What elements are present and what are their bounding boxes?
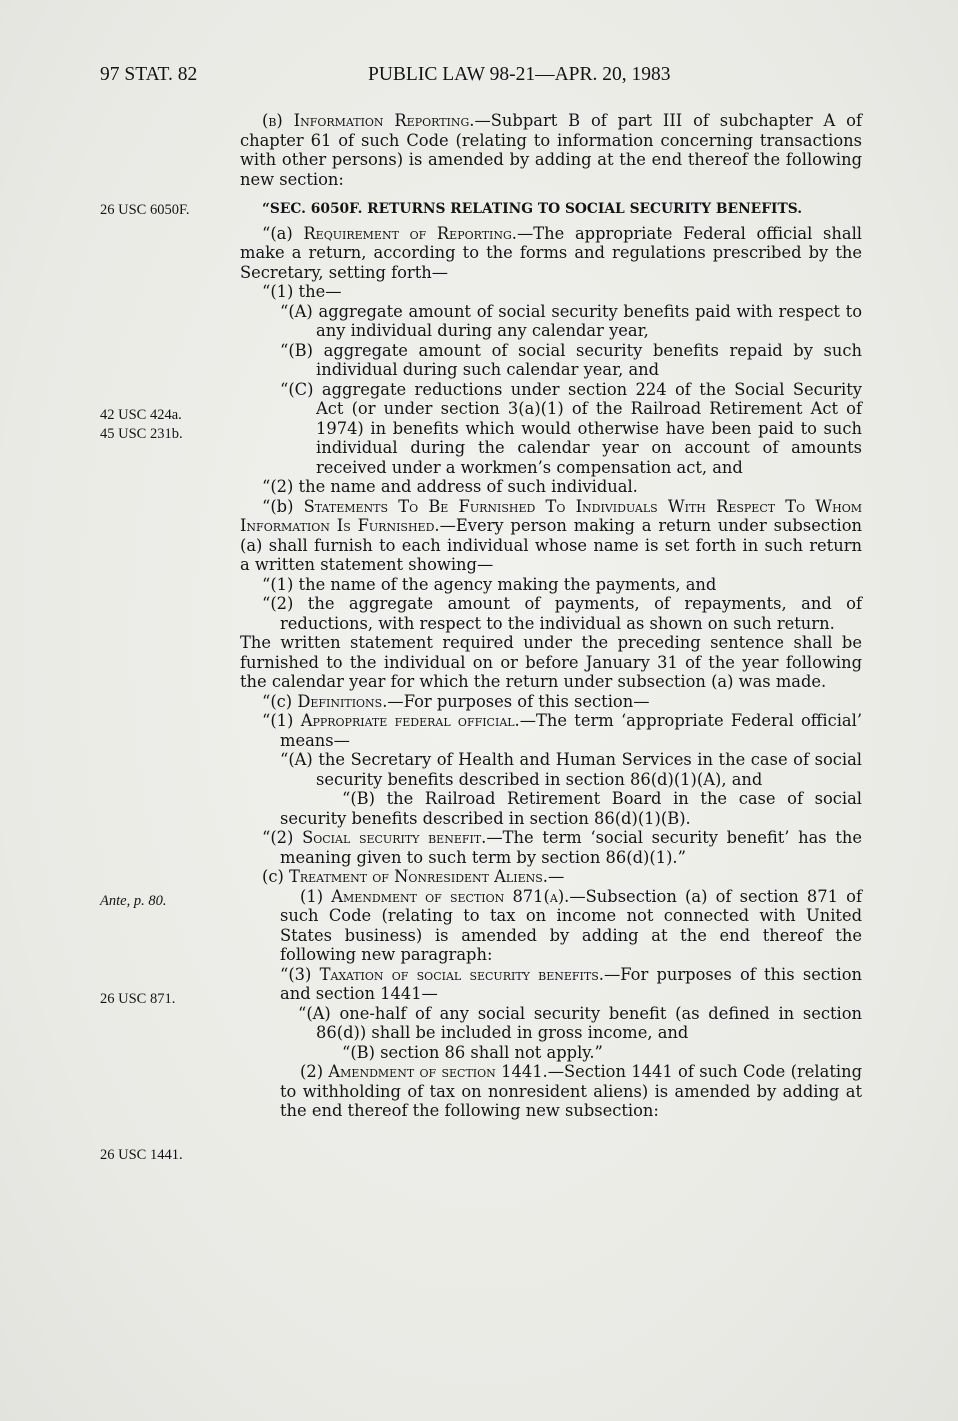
item-a-1: “(1) the— (262, 282, 342, 301)
margin-note-26-usc-1441: 26 USC 1441. (100, 1147, 183, 1163)
heading-appropriate-federal-official: Appropriate federal official. (300, 711, 520, 730)
item-a-1-B: “(B) aggregate amount of social security benefits repaid by such individual during such calendar year, and (280, 340, 862, 379)
item-c-1-A: “(A) the Secretary of Health and Human Services in the case of social security benefits described in section 86(d)(1)(A), and (280, 750, 862, 789)
heading-treatment-of-nonresident-aliens: Treatment of Nonresident Aliens. (289, 867, 548, 886)
margin-note-45-usc-231b: 45 USC 231b. (100, 426, 183, 442)
statute-page-reference: 97 STAT. 82 (100, 64, 198, 85)
item-c-1-3-A: “(A) one-half of any social security benefit (as defined in section 86(d)) shall be included in gross income, and (298, 1003, 862, 1042)
margin-note-42-usc-424a: 42 USC 424a. (100, 407, 182, 423)
section-6050f-heading: “SEC. 6050F. RETURNS RELATING TO SOCIAL SECURITY BENEFITS. (262, 201, 802, 217)
item-a-2: “(2) the name and address of such individual. (262, 477, 638, 496)
heading-taxation-of-social-security-benefits: Taxation of social security benefits. (319, 964, 604, 984)
heading-requirement-of-reporting: Requirement of Reporting. (303, 223, 517, 243)
heading-social-security-benefit: Social security benefit. (302, 828, 487, 847)
heading-information-reporting: (b) Information Reporting. (262, 111, 475, 130)
paragraph-c-definitions: “(c) Definitions.—For purposes of this section— (262, 691, 650, 711)
item-c-2: “(2) Social security benefit.—The term ‘social security benefit’ has the meaning given to such term by section 86(d)(1).” (262, 828, 862, 867)
heading-statements-to-be-furnished: Statements To Be Furnished To Individuals With Respect To Whom Information Is Furnished. (240, 496, 862, 535)
item-c-1: “(1) Appropriate federal official.—The term ‘appropriate Federal official’ means— (262, 711, 862, 750)
paragraph-b-statements: “(b) Statements To Be Furnished To Individuals With Respect To Whom Information Is Furnished.—Every person making a return under subsection (a) shall furnish to each individual whose name is set forth in such return a written statement showing— (240, 496, 862, 574)
item-c-2-amendment-1441: (2) Amendment of section 1441.—Section 1441 of such Code (relating to withholding of tax on nonresident aliens) is amended by adding at the end thereof the following new subsection: (280, 1062, 862, 1120)
margin-note-26-usc-6050f: 26 USC 6050F. (100, 202, 190, 218)
heading-amendment-of-section-1441: Amendment of section 1441. (328, 1062, 548, 1081)
item-c-1-3-B: “(B) section 86 shall not apply.” (342, 1042, 603, 1062)
public-law-reference: PUBLIC LAW 98-21—APR. 20, 1983 (368, 64, 671, 85)
heading-definitions: Definitions. (297, 691, 388, 711)
item-b-2: “(2) the aggregate amount of payments, of repayments, and of reductions, with respect to the individual as shown on such return. (262, 594, 862, 633)
paragraph-a-requirement-of-reporting: “(a) Requirement of Reporting.—The appropriate Federal official shall make a return, according to the forms and regulations prescribed by the Secretary, setting forth— (240, 223, 862, 282)
paragraph-b-information-reporting: (b) Information Reporting.—Subpart B of part III of subchapter A of chapter 61 of such Code (relating to information concerning transactions with other persons) is amended by adding at the end thereof the following new section: (240, 111, 862, 189)
heading-amendment-of-section-871a: Amendment of section 871(a). (331, 886, 570, 906)
margin-note-ante-p80: Ante, p. 80. (100, 893, 167, 909)
item-a-1-A: “(A) aggregate amount of social security benefits paid with respect to any individual during any calendar year, (280, 301, 862, 340)
paragraph-c-treatment-of-nonresident-aliens: (c) Treatment of Nonresident Aliens.— (262, 867, 565, 886)
item-a-1-C: “(C) aggregate reductions under section 224 of the Social Security Act (or under section 3(a)(1) of the Railroad Retirement Act of 1974) in benefits which would otherwise have been paid to such individual during the calendar year on account of amounts received under a workmen’s compensation act, and (280, 379, 862, 477)
page-header (100, 64, 760, 94)
statute-body (240, 111, 862, 1121)
item-c-1-amendment-871: (1) Amendment of section 871(a).—Subsection (a) of section 871 of such Code (relating to tax on income not connected with United States business) is amended by adding at the end thereof the following new paragraph: (280, 886, 862, 964)
margin-note-26-usc-871: 26 USC 871. (100, 991, 176, 1007)
item-c-1-3: “(3) Taxation of social security benefits.—For purposes of this section and section 1441— (280, 964, 862, 1003)
paragraph-written-statement: The written statement required under the preceding sentence shall be furnished to the individual on or before January 31 of the year following the calendar year for which the return under subsection (a) was made. (240, 633, 862, 691)
item-b-1: “(1) the name of the agency making the payments, and (262, 574, 717, 594)
item-c-1-B: “(B) the Railroad Retirement Board in the case of social security benefits described in section 86(d)(1)(B). (280, 789, 862, 828)
